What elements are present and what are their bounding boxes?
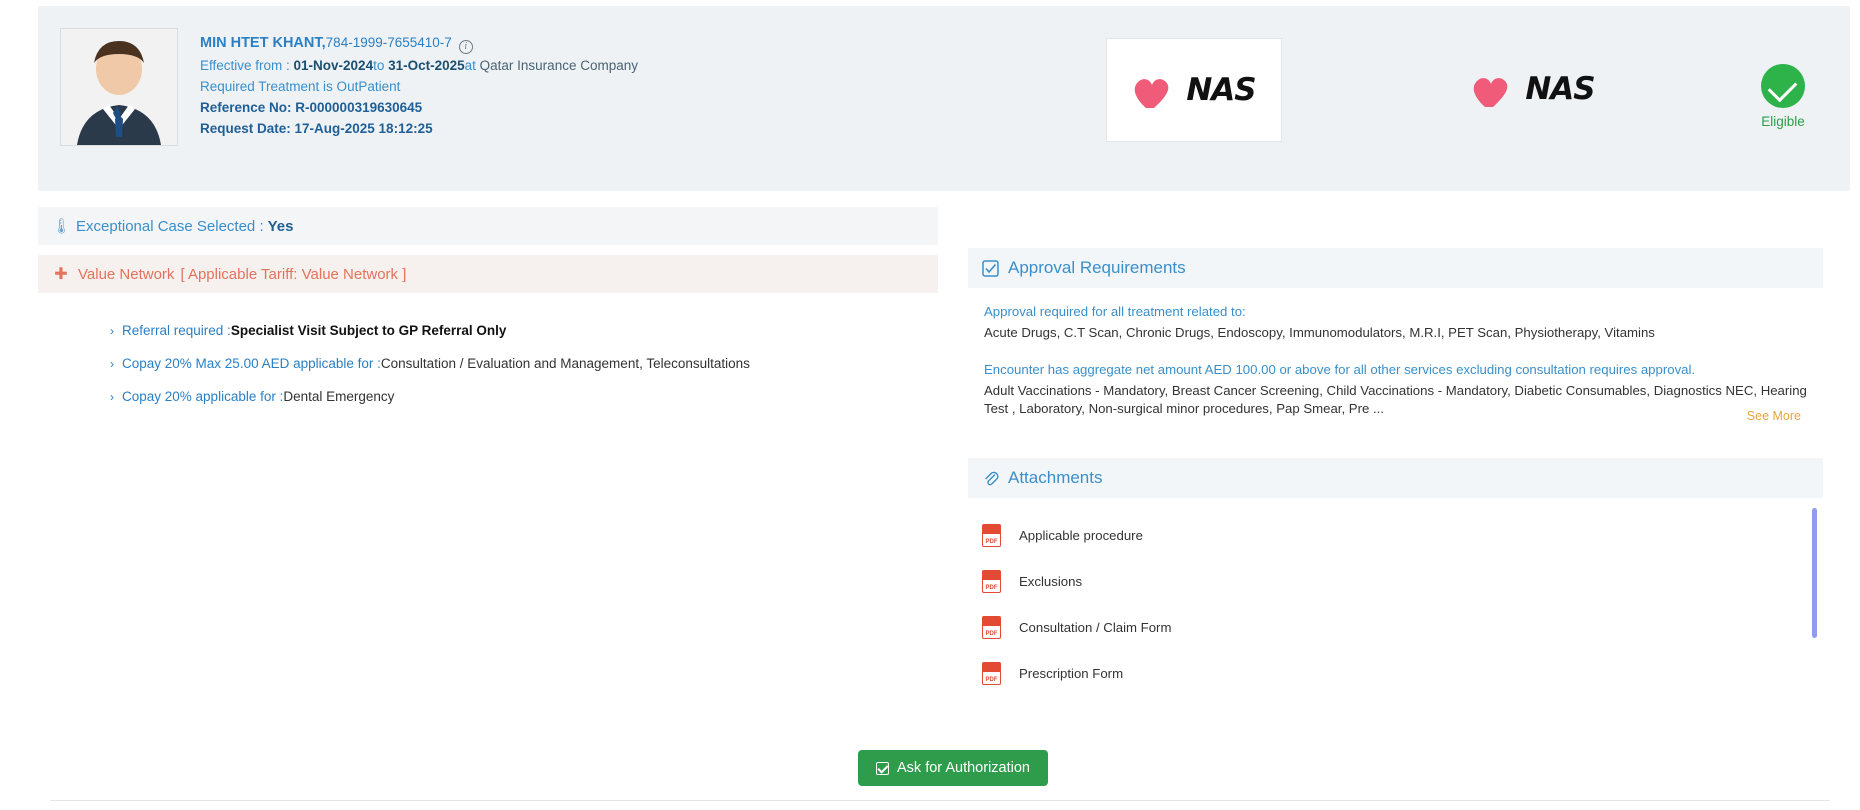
exceptional-case-value: Yes [267,217,294,235]
value-network-label: Value Network [78,265,175,283]
attachments-header [968,458,1823,498]
effective-to: 31-Oct-2025 [388,57,465,73]
list-item [110,356,938,371]
exceptional-case-label: Exceptional Case Selected : [76,217,264,235]
member-name-row [200,31,638,56]
status-badge: Eligible [1761,114,1805,129]
at-label: at [464,57,480,73]
right-panel [968,248,1823,681]
approval-block2 [984,362,1807,418]
scrollbar[interactable] [1812,508,1817,646]
member-name: MIN HTET KHANT, [200,35,326,51]
effective-prefix: Effective from : [200,57,294,73]
avatar [60,28,178,146]
attachment-name: Prescription Form [1019,665,1124,681]
pdf-icon [982,616,1001,639]
rule-value: Consultation / Evaluation and Management, Teleconsultations [380,356,750,371]
attachment-name: Consultation / Claim Form [1019,619,1172,635]
left-panel [38,207,938,422]
pdf-icon [982,662,1001,685]
member-header [38,6,1850,191]
nas-wordmark: NAS [1186,72,1256,108]
list-item[interactable] [968,604,1823,650]
nas-logo-boxed [1106,38,1282,142]
ask-for-authorization-label: Ask for Authorization [897,760,1030,776]
panel-title: Attachments [1008,468,1103,488]
approval-requirements-header [968,248,1823,288]
pdf-icon [982,570,1001,593]
attachments-list [968,498,1823,681]
chevron-right-icon: › [110,390,114,404]
info-icon[interactable]: i [459,40,473,54]
approval-block2-text: Adult Vaccinations - Mandatory, Breast Cancer Screening, Child Vaccinations - Mandatory, Diabetic Consumables, Diagnostics NEC, Hearing Test , Laboratory, Non-surgical minor procedures, Pap Smear, Pre ... [984,382,1807,416]
effective-dates-row [200,56,638,77]
approval-block2-title: Encounter has aggregate net amount AED 100.00 or above for all other services excluding consultation requires approval. [984,361,1696,377]
scrollbar-thumb[interactable] [1812,508,1817,638]
rule-label: Copay 20% Max 25.00 AED applicable for : [122,356,381,371]
chevron-right-icon: › [110,324,114,338]
panel-title: Approval Requirements [1008,258,1186,277]
insurer-name: Qatar Insurance Company [479,57,638,73]
rule-label: Referral required : [122,323,231,338]
list-item [110,389,938,404]
rule-label: Copay 20% applicable for : [122,389,284,404]
value-network-bar [38,255,938,293]
eligibility-status [1738,64,1828,129]
request-date: Request Date: 17-Aug-2025 18:12:25 [200,120,433,136]
member-id: 784-1999-7655410-7 [325,35,452,50]
member-info [200,31,638,139]
policy-rules-list [38,323,938,404]
approval-requirements-body [968,288,1823,425]
approval-block1-text: Acute Drugs, C.T Scan, Chronic Drugs, Endoscopy, Immunomodulators, M.R.I, PET Scan, Physiotherapy, Vitamins [984,325,1655,340]
thermometer-icon: 🌡 [52,218,72,235]
heart-icon-2 [1471,69,1517,109]
rule-value: Dental Emergency [283,389,395,404]
medical-cross-icon: ✚ [54,266,68,283]
attachment-name: Exclusions [1019,573,1083,589]
effective-to-label: to [373,57,389,73]
pdf-icon [982,524,1001,547]
checkbox-icon [982,260,999,277]
ask-for-authorization-button[interactable] [858,750,1048,786]
approval-block1-title: Approval required for all treatment related to: [984,304,1246,319]
rule-value: Specialist Visit Subject to GP Referral Only [230,323,507,338]
effective-from: 01-Nov-2024 [293,57,374,73]
list-item [110,323,938,338]
list-item[interactable] [968,512,1823,558]
nas-wordmark-2: NAS [1525,71,1595,107]
divider [50,800,1830,801]
exceptional-case-bar [38,207,938,245]
chevron-right-icon: › [110,357,114,371]
list-item[interactable] [968,650,1823,696]
attachment-name: Applicable procedure [1019,527,1143,543]
paperclip-icon [982,470,999,487]
reference-number: Reference No: R-000000319630645 [200,99,423,115]
checkbox-icon [876,762,889,775]
nas-logo-plain [1438,56,1628,122]
treatment-line: Required Treatment is OutPatient [200,78,401,94]
heart-icon [1132,70,1178,110]
check-circle-icon [1761,64,1805,108]
see-more-link[interactable]: See More [1746,409,1801,424]
value-network-tariff: [ Applicable Tariff: Value Network ] [180,265,407,283]
list-item[interactable] [968,558,1823,604]
